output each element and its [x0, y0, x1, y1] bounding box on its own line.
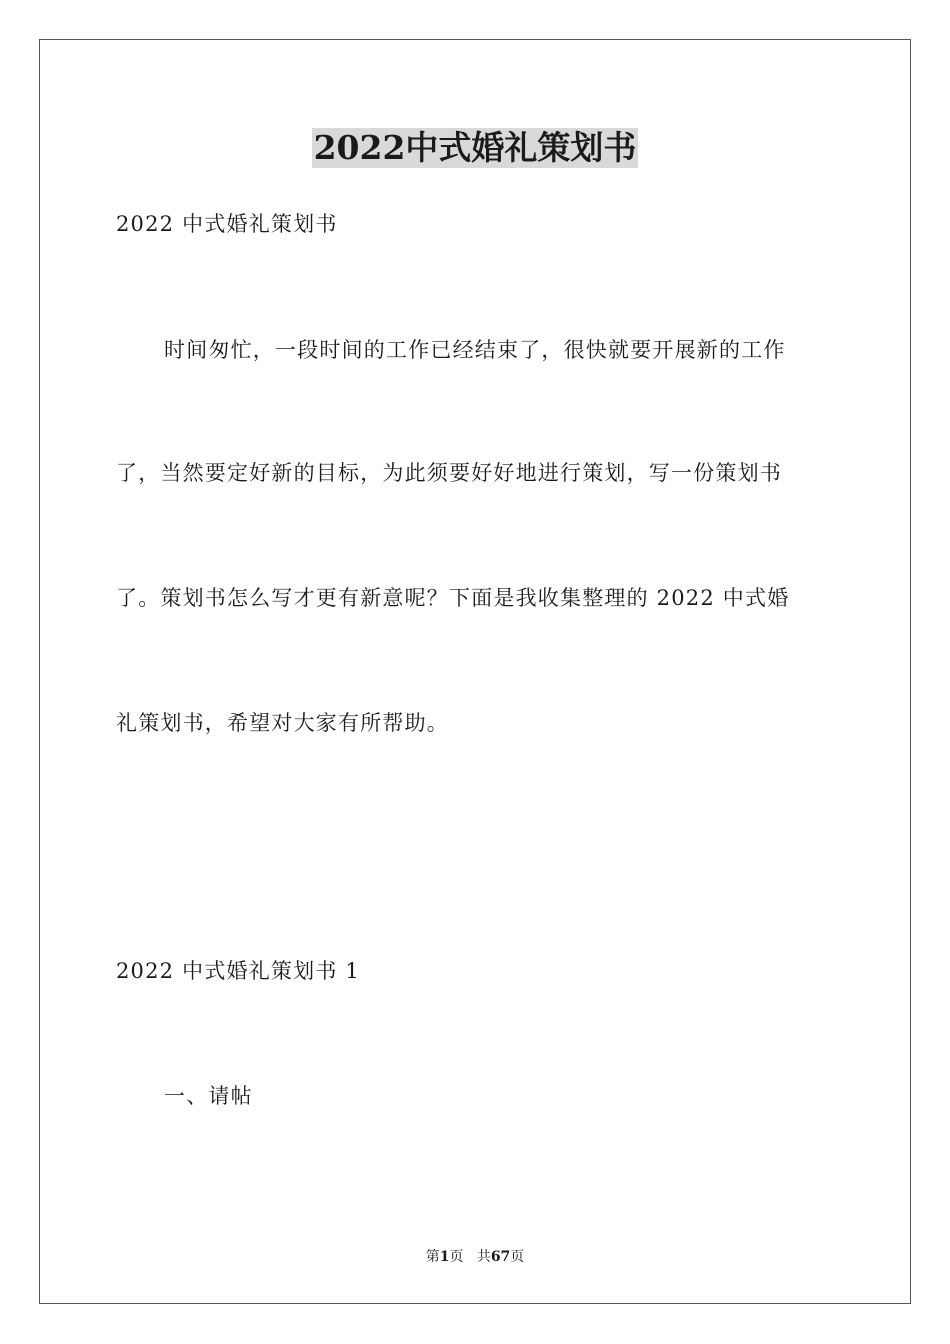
paragraph-line: 礼策划书，希望对大家有所帮助。: [116, 711, 449, 735]
paragraph-line: 了，当然要定好新的目标，为此须要好好地进行策划，写一份策划书: [116, 461, 782, 485]
title-container: [0, 128, 950, 168]
section-heading: 2022 中式婚礼策划书 1: [116, 959, 360, 983]
paragraph-line: 时间匆忙，一段时间的工作已经结束了，很快就要开展新的工作: [164, 338, 786, 362]
item-heading: 一、请帖: [164, 1084, 253, 1108]
footer-total-suffix: 页: [510, 1249, 525, 1265]
footer-total-pages: 67: [490, 1249, 511, 1265]
page-footer: [0, 1248, 950, 1266]
footer-page-suffix: 页: [449, 1249, 464, 1265]
paragraph-line: 了。策划书怎么写才更有新意呢？下面是我收集整理的 2022 中式婚: [116, 586, 790, 610]
document-title: 2022中式婚礼策划书: [313, 128, 637, 167]
document-subtitle: 2022 中式婚礼策划书: [116, 212, 338, 236]
footer-page-prefix: 第: [425, 1249, 440, 1265]
footer-total-prefix: 共: [476, 1249, 491, 1265]
footer-page-number: 1: [439, 1249, 450, 1265]
